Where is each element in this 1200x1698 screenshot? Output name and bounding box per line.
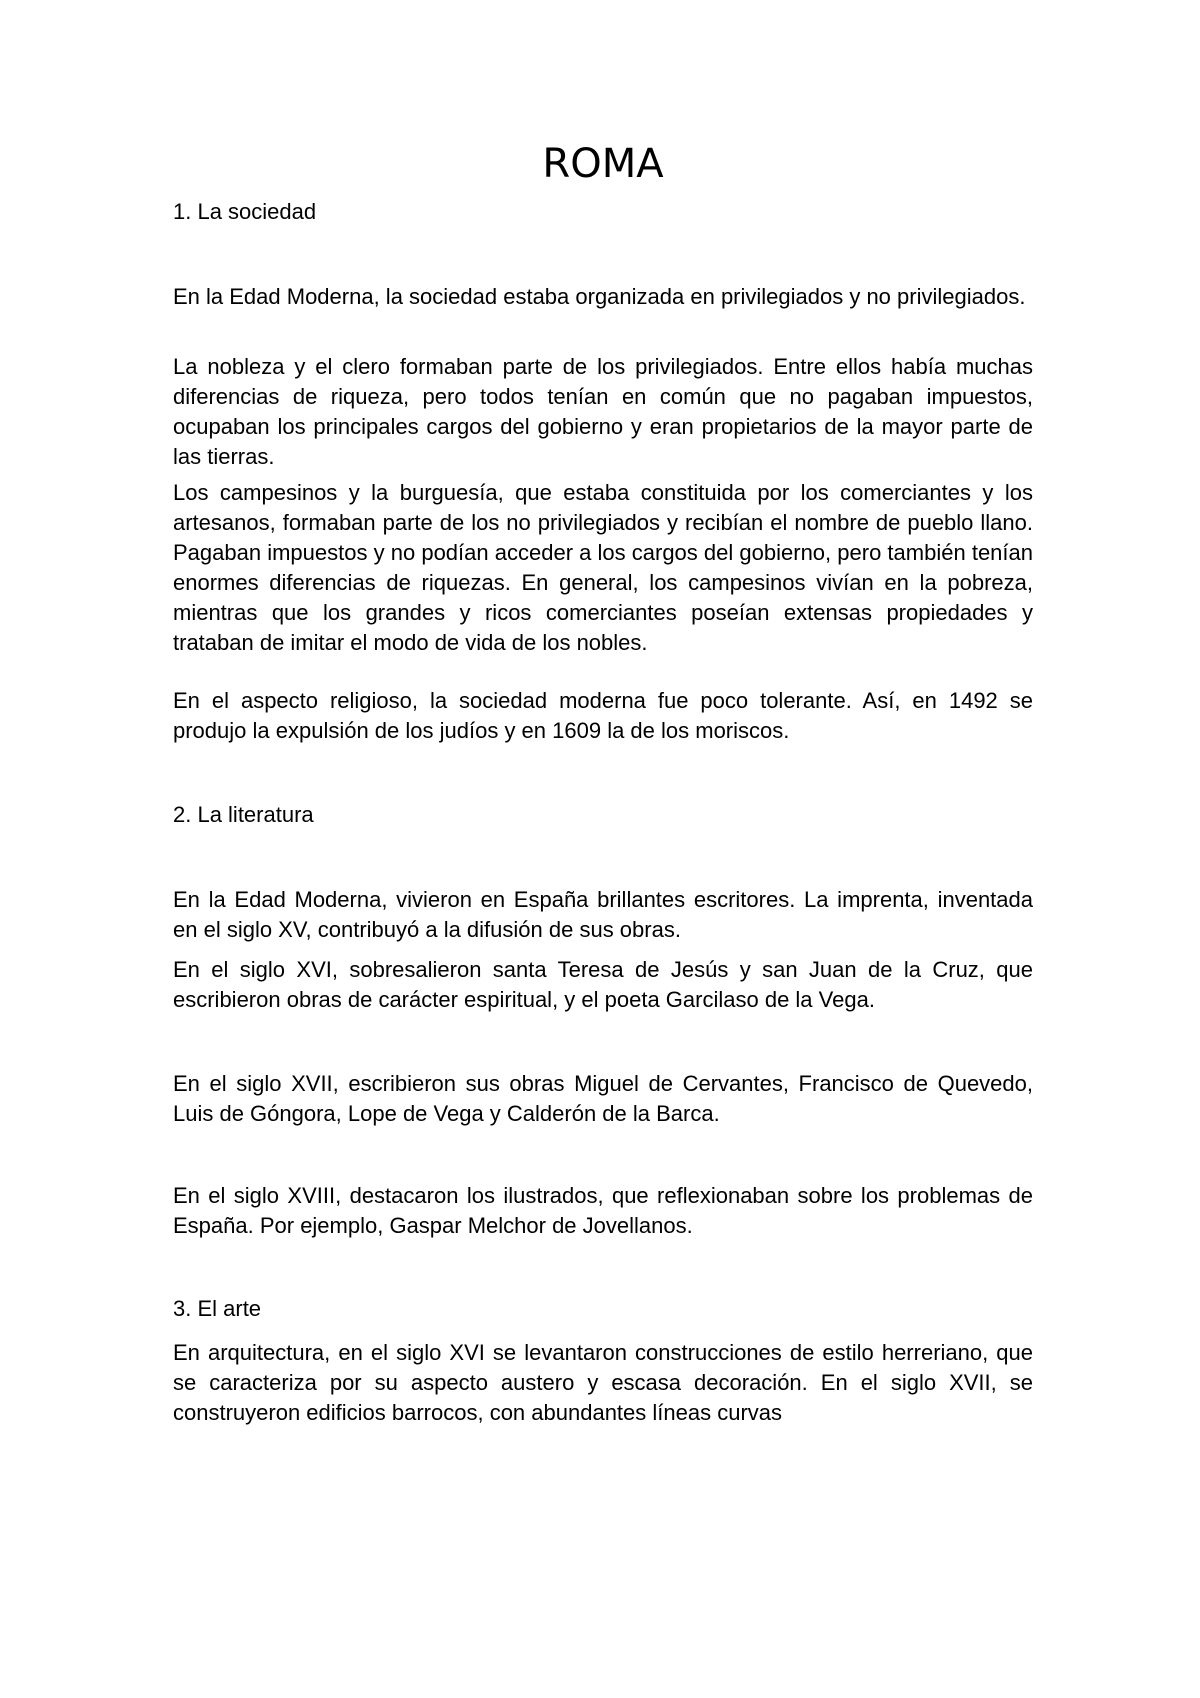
section-heading-sociedad: 1. La sociedad xyxy=(173,199,317,224)
paragraph: En el siglo XVIII, destacaron los ilustrados, que reflexionaban sobre los problemas de España. Por ejemplo, Gaspar Melchor de Jovellanos. xyxy=(173,1183,1033,1238)
paragraph: En la Edad Moderna, vivieron en España brillantes escritores. La imprenta, inventada en el siglo XV, contribuyó a la difusión de sus obras. xyxy=(173,887,1033,942)
paragraph: En la Edad Moderna, la sociedad estaba organizada en privilegiados y no privilegiados. xyxy=(173,284,1026,309)
paragraph: La nobleza y el clero formaban parte de los privilegiados. Entre ellos había muchas diferencias de riqueza, pero todos tenían en común que no pagaban impuestos, ocupaban los principales cargos del gobierno y eran propietarios de la mayor parte de las tierras. xyxy=(173,354,1033,469)
paragraph: En el siglo XVII, escribieron sus obras Miguel de Cervantes, Francisco de Quevedo, Luis de Góngora, Lope de Vega y Calderón de la Barca. xyxy=(173,1071,1033,1126)
document-page xyxy=(173,0,1033,1698)
paragraph: En el aspecto religioso, la sociedad moderna fue poco tolerante. Así, en 1492 se produjo la expulsión de los judíos y en 1609 la de los moriscos. xyxy=(173,688,1033,743)
paragraph: En el siglo XVI, sobresalieron santa Teresa de Jesús y san Juan de la Cruz, que escribieron obras de carácter espiritual, y el poeta Garcilaso de la Vega. xyxy=(173,957,1033,1012)
paragraph: Los campesinos y la burguesía, que estaba constituida por los comerciantes y los artesanos, formaban parte de los no privilegiados y recibían el nombre de pueblo llano. Pagaban impuestos y no podían acceder a los cargos del gobierno, pero también tenían enormes diferencias de riquezas. En general, los campesinos vivían en la pobreza, mientras que los grandes y ricos comerciantes poseían extensas propiedades y trataban de imitar el modo de vida de los nobles. xyxy=(173,480,1033,655)
paragraph: En arquitectura, en el siglo XVI se levantaron construcciones de estilo herreriano, que se caracteriza por su aspecto austero y escasa decoración. En el siglo XVII, se construyeron edificios barrocos, con abundantes líneas curvas xyxy=(173,1340,1033,1425)
section-heading-literatura: 2. La literatura xyxy=(173,802,314,827)
document-title: ROMA xyxy=(542,141,664,187)
section-heading-arte: 3. El arte xyxy=(173,1296,262,1321)
